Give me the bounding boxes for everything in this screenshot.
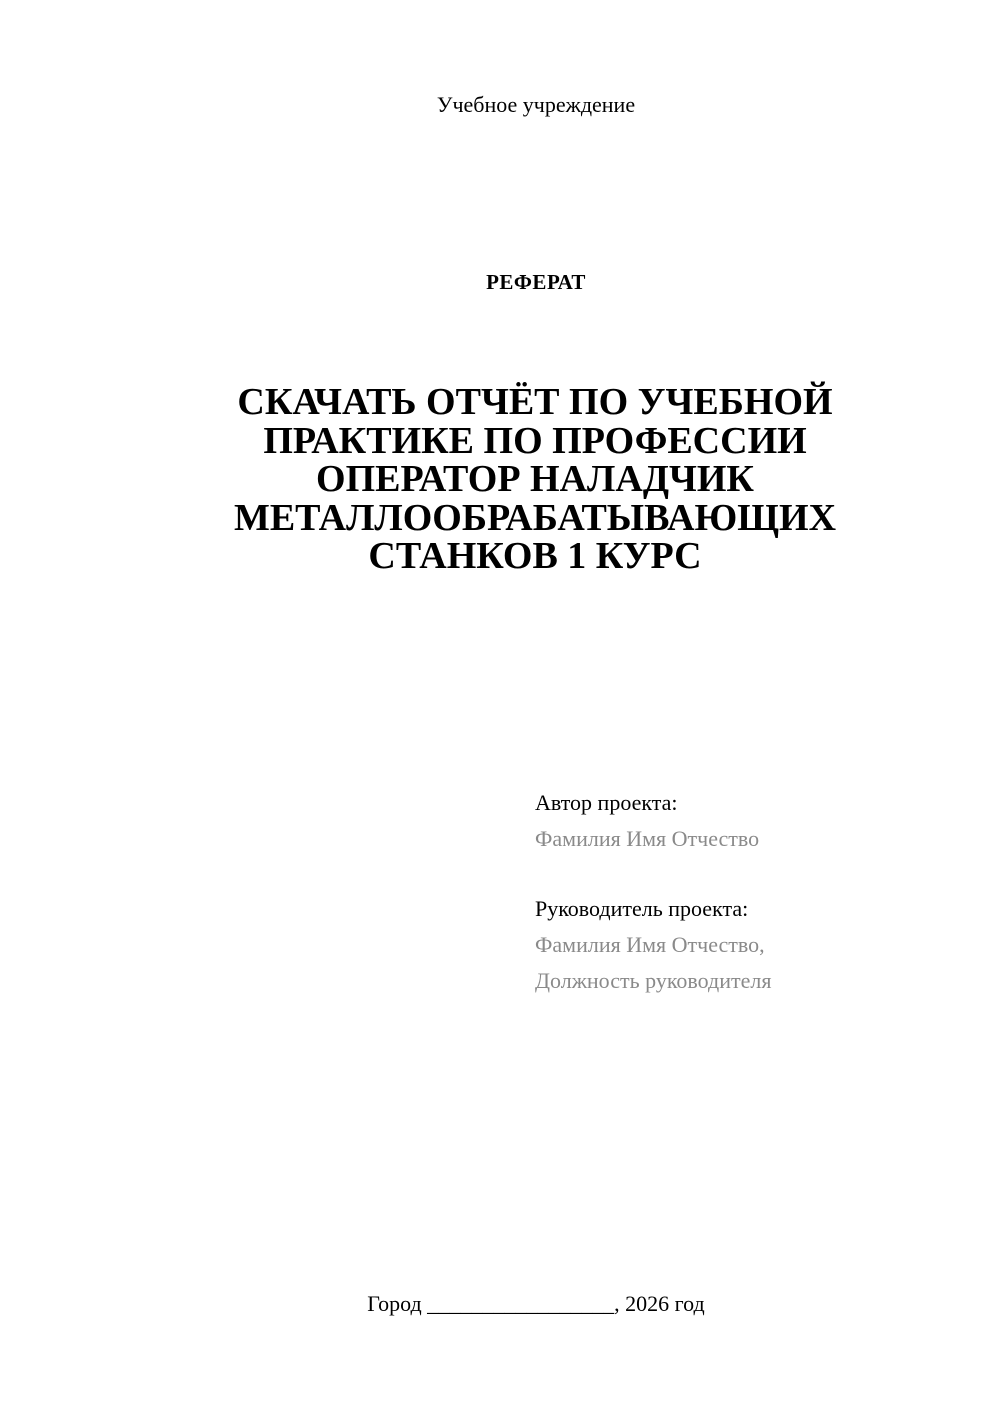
document-type: РЕФЕРАТ bbox=[486, 270, 586, 294]
title-line: МЕТАЛЛООБРАБАТЫВАЮЩИХ bbox=[233, 496, 837, 539]
title-line: ОПЕРАТОР НАЛАДЧИК bbox=[316, 458, 754, 500]
supervisor-block bbox=[535, 891, 975, 999]
supervisor-name: Фамилия Имя Отчество, bbox=[535, 932, 765, 957]
author-block bbox=[535, 785, 975, 857]
city-year-line: Город _________________, 2026 год bbox=[367, 1291, 705, 1316]
title-line: ПРАКТИКЕ ПО ПРОФЕССИИ bbox=[263, 419, 807, 462]
author-label: Автор проекта: bbox=[535, 790, 678, 815]
title-line: СКАЧАТЬ ОТЧЁТ ПО УЧЕБНОЙ bbox=[237, 381, 833, 423]
document-title bbox=[185, 383, 885, 576]
supervisor-label: Руководитель проекта: bbox=[535, 896, 749, 921]
author-name: Фамилия Имя Отчество bbox=[535, 826, 760, 851]
supervisor-position: Должность руководителя bbox=[535, 968, 772, 993]
institution-name: Учебное учреждение bbox=[436, 92, 636, 117]
title-line: СТАНКОВ 1 КУРС bbox=[368, 535, 702, 577]
